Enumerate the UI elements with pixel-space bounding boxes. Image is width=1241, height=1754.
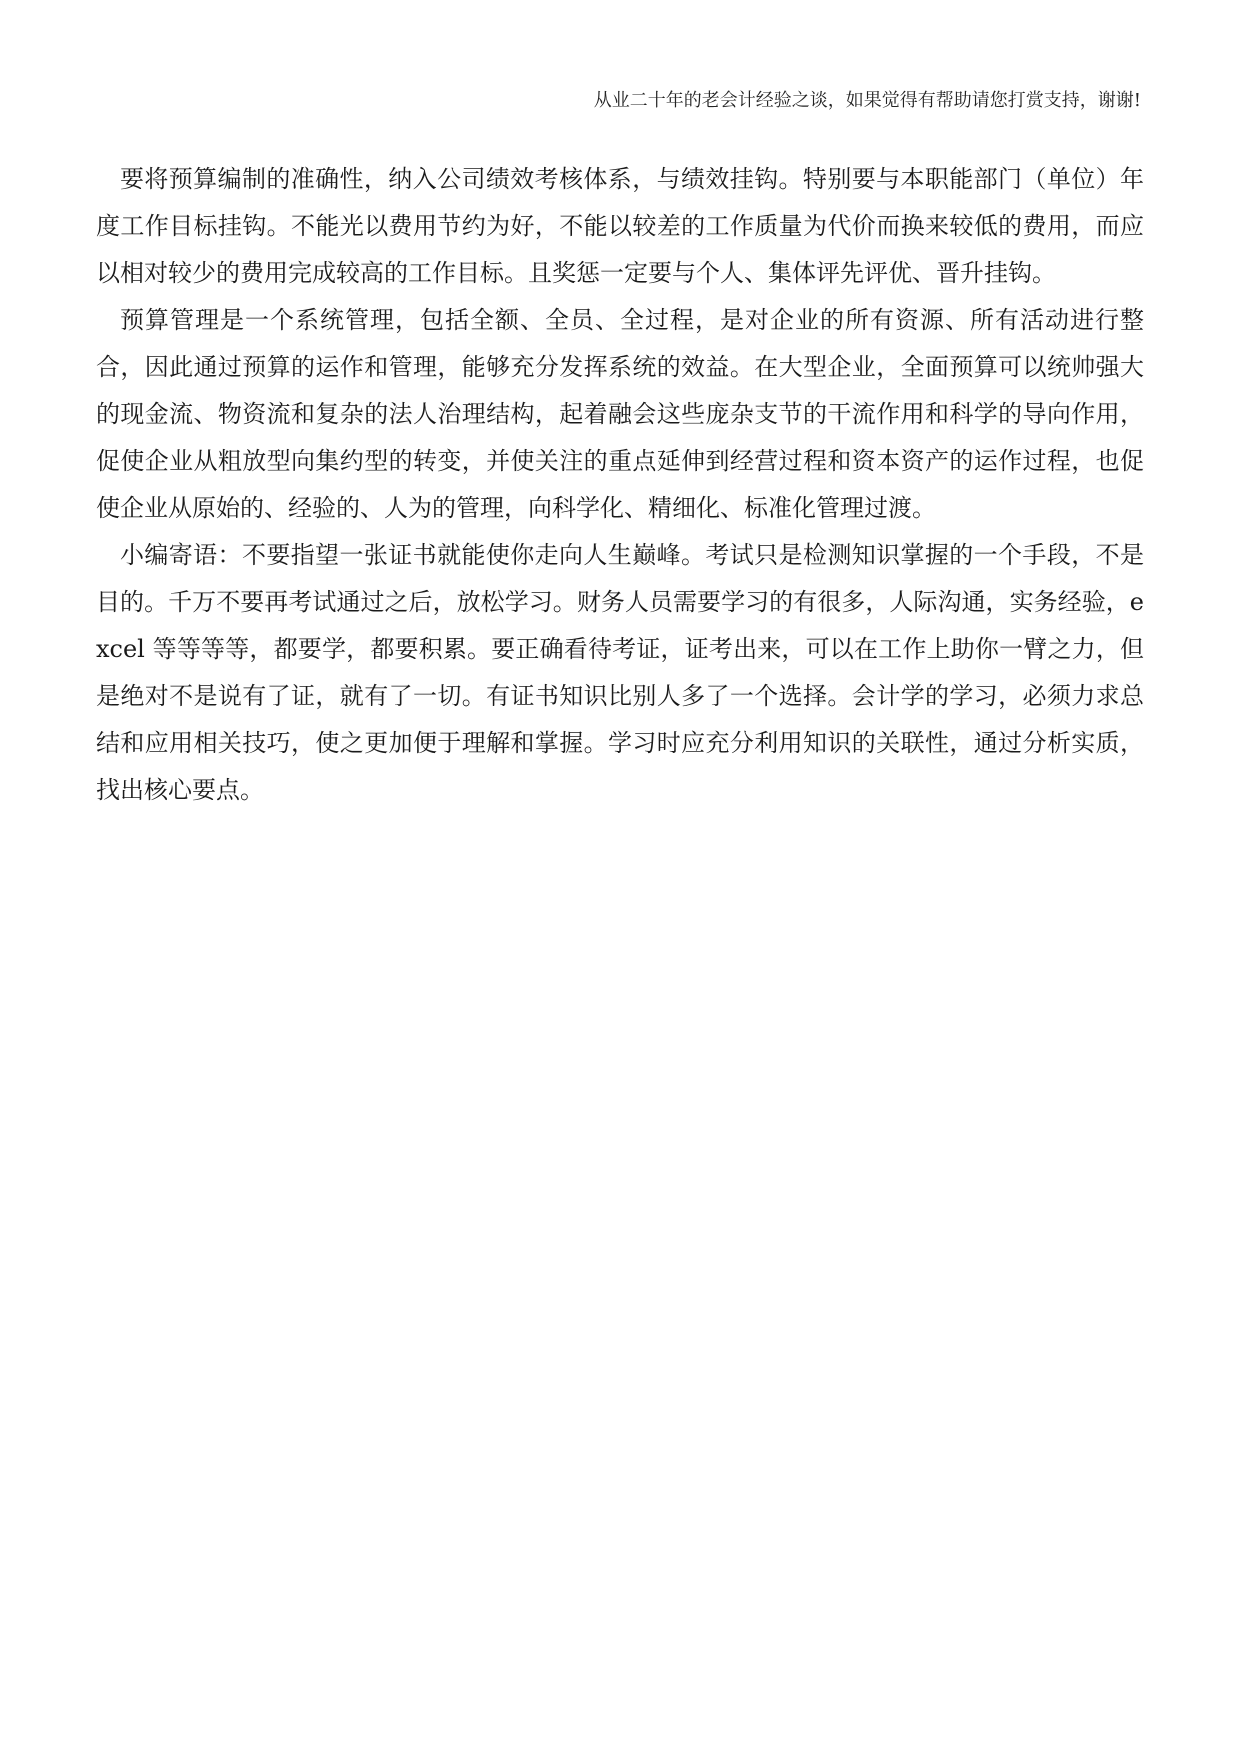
header-note: 从业二十年的老会计经验之谈，如果觉得有帮助请您打赏支持，谢谢! <box>593 90 1141 111</box>
paragraph-budget-management: 预算管理是一个系统管理，包括全额、全员、全过程，是对企业的所有资源、所有活动进行整合，因此通过预算的运作和管理，能够充分发挥系统的效益。在大型企业，全面预算可以统帅强大的现金流、物资流和复杂的法人治理结构，起着融会这些庞杂支节的干流作用和科学的导向作用，促使企业从粗放型向集约型的转变，并使关注的重点延伸到经营过程和资本资产的运作过程，也促使企业从原始的、经验的、人为的管理，向科学化、精细化、标准化管理过渡。 <box>96 306 1144 522</box>
paragraph-budget-accuracy: 要将预算编制的准确性，纳入公司绩效考核体系，与绩效挂钩。特别要与本职能部门（单位）年度工作目标挂钩。不能光以费用节约为好，不能以较差的工作质量为代价而换来较低的费用，而应以相对较少的费用完成较高的工作目标。且奖惩一定要与个人、集体评先评优、晋升挂钩。 <box>96 165 1144 287</box>
document-body <box>96 156 1144 814</box>
paragraph-editor-note: 小编寄语：不要指望一张证书就能使你走向人生巅峰。考试只是检测知识掌握的一个手段，不是目的。千万不要再考试通过之后，放松学习。财务人员需要学习的有很多，人际沟通，实务经验，excel 等等等等，都要学，都要积累。要正确看待考证，证考出来，可以在工作上助你一臂之力，但是绝对不是说有了证，就有了一切。有证书知识比别人多了一个选择。会计学的学习，必须力求总结和应用相关技巧，使之更加便于理解和掌握。学习时应充分利用知识的关联性，通过分析实质，找出核心要点。 <box>96 541 1144 804</box>
